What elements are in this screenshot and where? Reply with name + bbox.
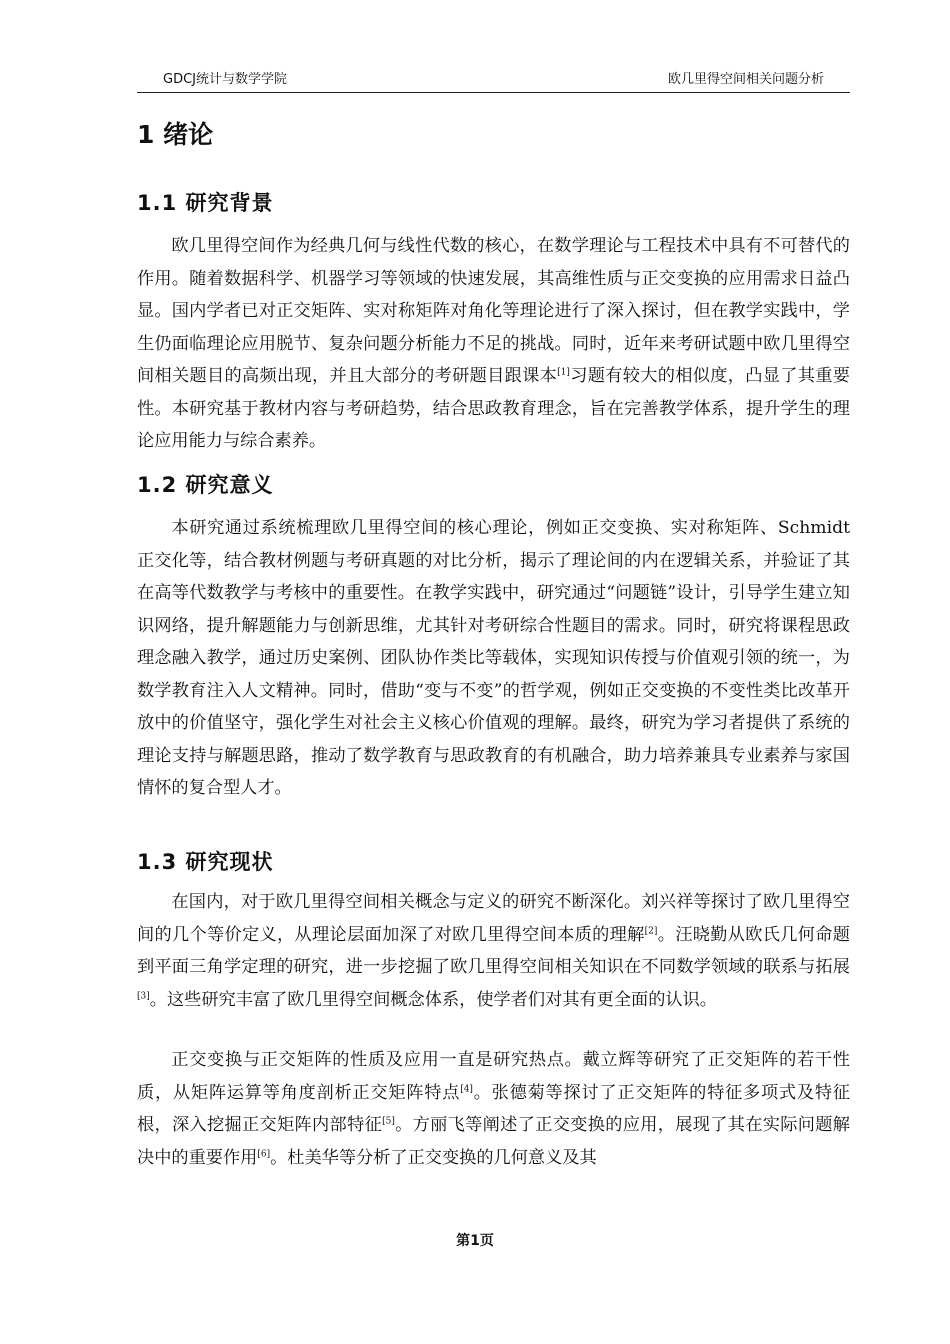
section-heading-1-2: 1.2 研究意义	[137, 473, 274, 497]
paragraph-status-1	[137, 886, 850, 1016]
citation-ref: [1]	[557, 367, 570, 378]
paragraph-text: 。张德菊等探讨了正交矩阵的特征多项式及特征根，深入挖掘正交矩阵内部特征	[137, 1082, 850, 1135]
paragraph-text: 。这些研究丰富了欧几里得空间概念体系，使学者们对其有更全面的认识。	[149, 989, 717, 1010]
paragraph-text: 。杜美华等分析了正交变换的几何意义及其	[270, 1147, 597, 1168]
paragraph-text: 在国内，对于欧几里得空间相关概念与定义的研究不断深化。刘兴祥等探讨了欧几里得空间的几个等价定义，从理论层面加深了对欧几里得空间本质的理解	[137, 892, 850, 945]
paragraph-significance	[137, 512, 850, 805]
citation-ref: [2]	[644, 925, 658, 936]
page-number: 第1页	[456, 1233, 494, 1249]
citation-ref: [3]	[137, 990, 150, 1001]
paragraph-background	[137, 230, 850, 458]
citation-ref: [6]	[257, 1148, 271, 1159]
header-title: 欧几里得空间相关问题分析	[667, 72, 824, 87]
paragraph-text: 欧几里得空间作为经典几何与线性代数的核心，在数学理论与工程技术中具有不可替代的作用。随着数据科学、机器学习等领域的快速发展，其高维性质与正交变换的应用需求日益凸显。国内学者已对正交矩阵、实对称矩阵对角化等理论进行了深入探讨，但在教学实践中，学生仍面临理论应用脱节、复杂问题分析能力不足的挑战。同时，近年来考研试题中欧几里得空间相关题目的高频出现，并且大部分的考研题目跟课本	[137, 236, 850, 386]
chapter-title: 1 绪论	[137, 120, 214, 149]
section-heading-1-3: 1.3 研究现状	[137, 850, 274, 874]
paragraph-text: 习题有较大的相似度，凸显了其重要性。本研究基于教材内容与考研趋势，结合思政教育理念，旨在完善教学体系，提升学生的理论应用能力与综合素养。	[137, 366, 850, 451]
running-header	[137, 62, 850, 93]
section-heading-1-1: 1.1 研究背景	[137, 191, 274, 215]
paragraph-text: 本研究通过系统梳理欧几里得空间的核心理论，例如正交变换、实对称矩阵、Schmidt 正交化等，结合教材例题与考研真题的对比分析，揭示了理论间的内在逻辑关系，并验证了其在高等代数教学与考核中的重要性。在教学实践中，研究通过“问题链”设计，引导学生建立知识网络，提升解题能力与创新思维，尤其针对考研综合性题目的需求。同时，研究将课程思政理念融入教学，通过历史案例、团队协作类比等载体，实现知识传授与价值观引领的统一，为数学教育注入人文精神。同时，借助“变与不变”的哲学观，例如正交变换的不变性类比改革开放中的价值坚守，强化学生对社会主义核心价值观的理解。最终，研究为学习者提供了系统的理论支持与解题思路，推动了数学教育与思政教育的有机融合，助力培养兼具专业素养与家国情怀的复合型人才。	[137, 518, 850, 798]
paragraph-text: 。方丽飞等阐述了正交变换的应用，展现了其在实际问题解决中的重要作用	[137, 1115, 850, 1168]
citation-ref: [5]	[382, 1116, 395, 1127]
paragraph-text: 。汪晓勤从欧氏几何命题到平面三角学定理的研究，进一步挖掘了欧几里得空间相关知识在不同数学领域的联系与拓展	[137, 924, 850, 977]
paragraph-text: 正交变换与正交矩阵的性质及应用一直是研究热点。戴立辉等研究了正交矩阵的若干性质，从矩阵运算等角度剖析正交矩阵特点	[137, 1050, 850, 1103]
paragraph-status-2	[137, 1044, 850, 1174]
citation-ref: [4]	[460, 1083, 473, 1094]
header-school: GDCJ统计与数学学院	[163, 72, 287, 87]
